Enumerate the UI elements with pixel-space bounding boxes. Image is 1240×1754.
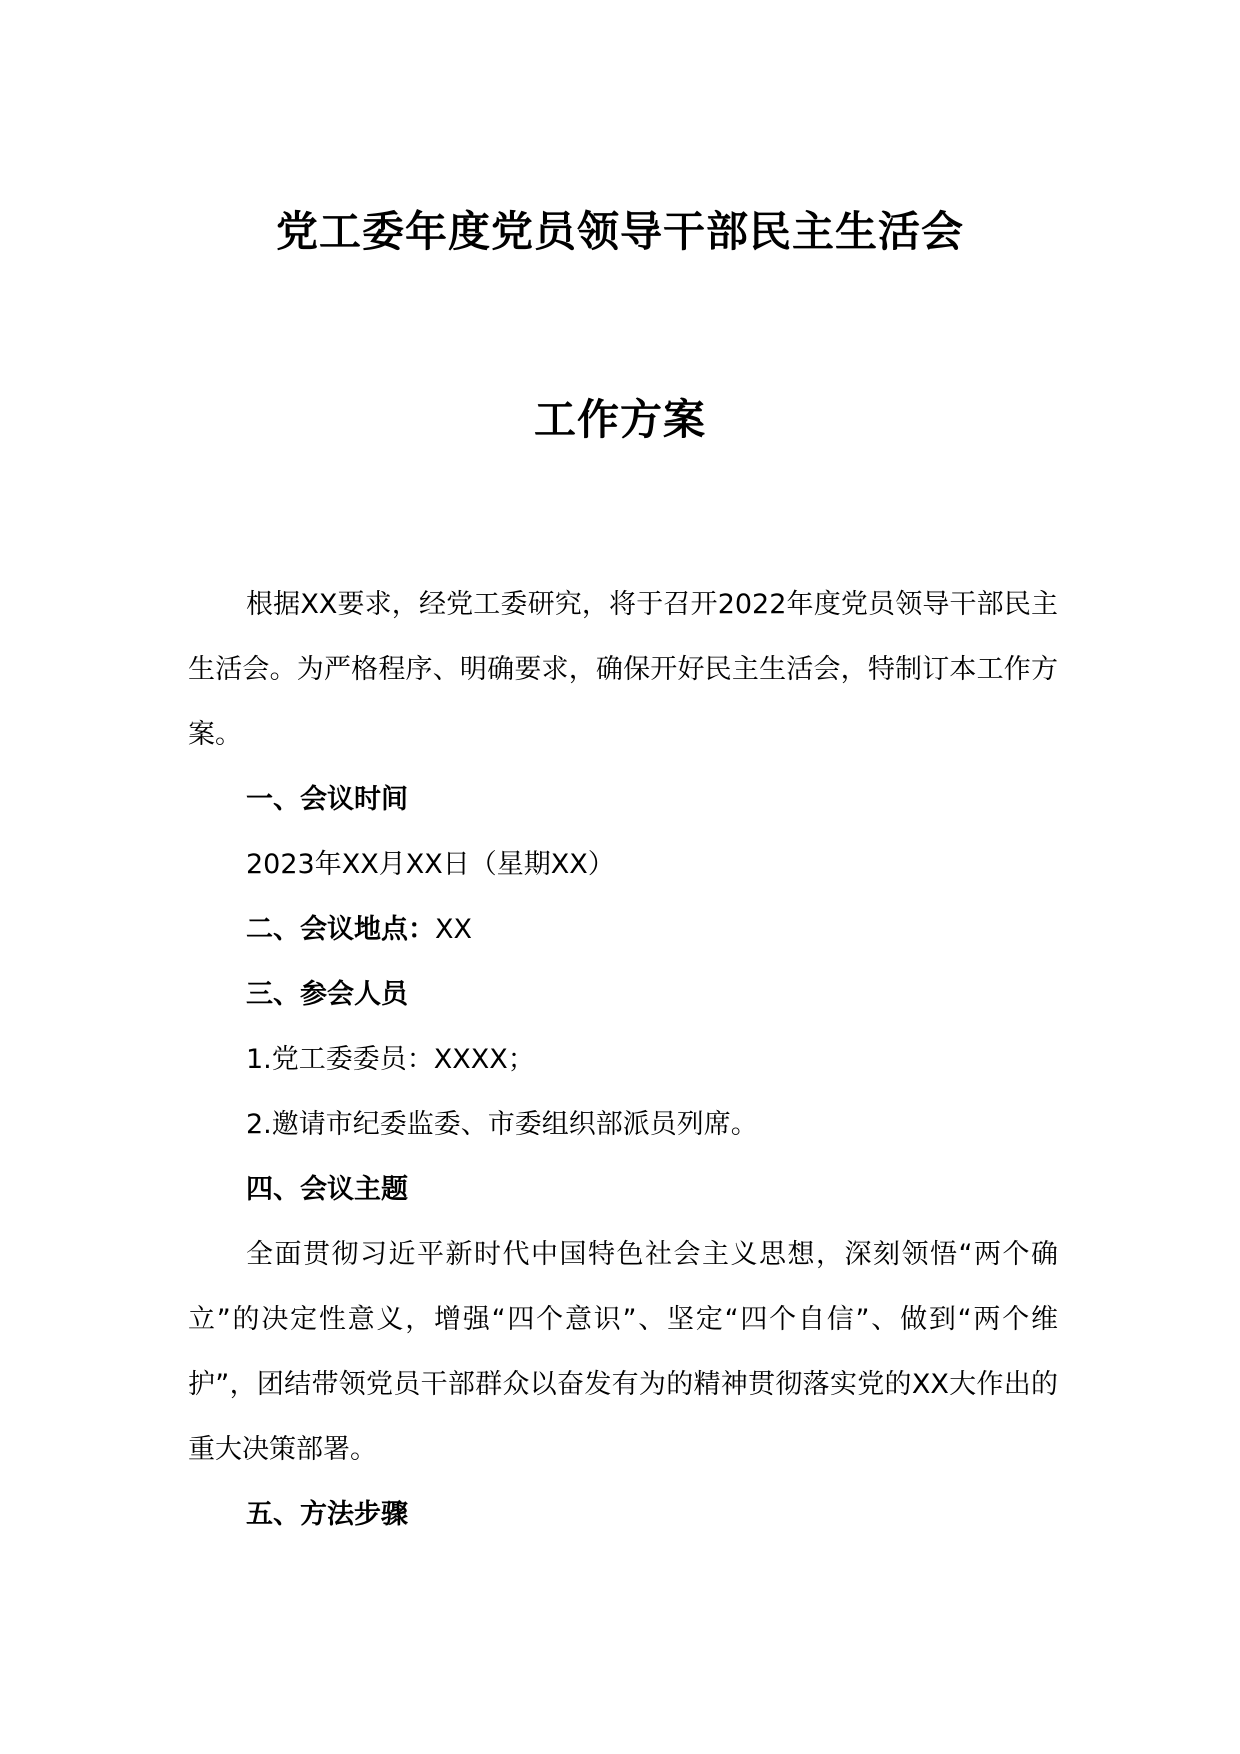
intro-paragraph: 根据XX要求，经党工委研究，将于召开2022年度党员领导干部民主生活会。为严格程序、明确要求，确保开好民主生活会，特制订本工作方案。 — [188, 589, 1058, 750]
meeting-location-line — [188, 897, 1058, 962]
section-heading-attendees: 三、参会人员 — [246, 979, 408, 1010]
section-heading-method-steps: 五、方法步骤 — [246, 1499, 408, 1530]
attendee-item: 2.邀请市纪委监委、市委组织部派员列席。 — [246, 1109, 758, 1140]
meeting-theme-paragraph: 全面贯彻习近平新时代中国特色社会主义思想，深刻领悟“两个确立”的决定性意义，增强“四个意识”、坚定“四个自信”、做到“两个维护”，团结带领党员干部群众以奋发有为的精神贯彻落实党的XX大作出的重大决策部署。 — [188, 1239, 1058, 1465]
section-heading-meeting-time: 一、会议时间 — [246, 784, 408, 815]
document-title-line-1: 党工委年度党员领导干部民主生活会 — [275, 207, 964, 256]
document-body — [188, 572, 1058, 1547]
meeting-time-text: 2023年XX月XX日（星期XX） — [246, 849, 615, 880]
meeting-location-text: XX — [435, 914, 472, 945]
document-title-line-2: 工作方案 — [533, 395, 706, 444]
attendee-item: 1.党工委委员：XXXX； — [246, 1044, 535, 1075]
section-heading-meeting-location: 二、会议地点： — [246, 914, 435, 945]
section-heading-meeting-theme: 四、会议主题 — [246, 1174, 408, 1205]
